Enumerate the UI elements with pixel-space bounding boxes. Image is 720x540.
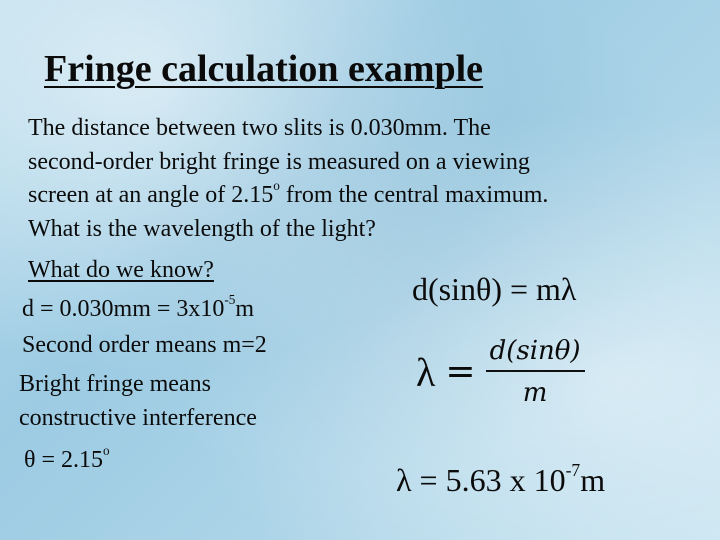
degree-mark: o bbox=[273, 178, 280, 194]
fraction-numerator: d(sinθ) bbox=[486, 336, 585, 372]
problem-line-3-b: from the central maximum. bbox=[285, 182, 549, 208]
fact-bright-1: Bright fringe means bbox=[19, 371, 211, 397]
fact-d-prefix: d = 0.030mm = 3x10 bbox=[22, 296, 225, 322]
problem-line-4: What is the wavelength of the light? bbox=[28, 215, 376, 242]
known-values-heading: What do we know? bbox=[28, 257, 214, 283]
result-exponent: -7 bbox=[565, 459, 581, 480]
slide-title: Fringe calculation example bbox=[44, 48, 484, 90]
fact-bright-2: constructive interference bbox=[19, 405, 257, 431]
fact-slit-distance bbox=[22, 292, 255, 323]
fact-d-suffix: m bbox=[235, 296, 255, 322]
result-prefix: λ = 5.63 x 10 bbox=[396, 462, 566, 498]
fact-order: Second order means m=2 bbox=[22, 332, 267, 358]
equals-sign: = bbox=[445, 351, 476, 392]
result-suffix: m bbox=[580, 462, 606, 498]
problem-statement bbox=[28, 112, 668, 246]
fact-d-exponent: -5 bbox=[224, 292, 236, 308]
problem-line-1: The distance between two slits is 0.030mm. The bbox=[28, 115, 491, 141]
fraction-denominator: m bbox=[522, 378, 548, 408]
grating-equation: d(sinθ) = mλ bbox=[412, 271, 577, 307]
problem-line-3-a: screen at an angle of 2.15 bbox=[28, 182, 274, 208]
fact-angle bbox=[24, 443, 110, 474]
fact-theta: θ = 2.15 bbox=[24, 447, 104, 473]
problem-line-2: second-order bright fringe is measured on a viewing bbox=[28, 148, 530, 175]
fraction bbox=[486, 336, 585, 408]
fact-theta-degree: o bbox=[103, 443, 110, 459]
rearranged-equation bbox=[416, 336, 585, 408]
problem-line-3 bbox=[28, 179, 668, 213]
lambda-symbol: λ bbox=[416, 349, 436, 395]
result-equation bbox=[396, 459, 606, 499]
